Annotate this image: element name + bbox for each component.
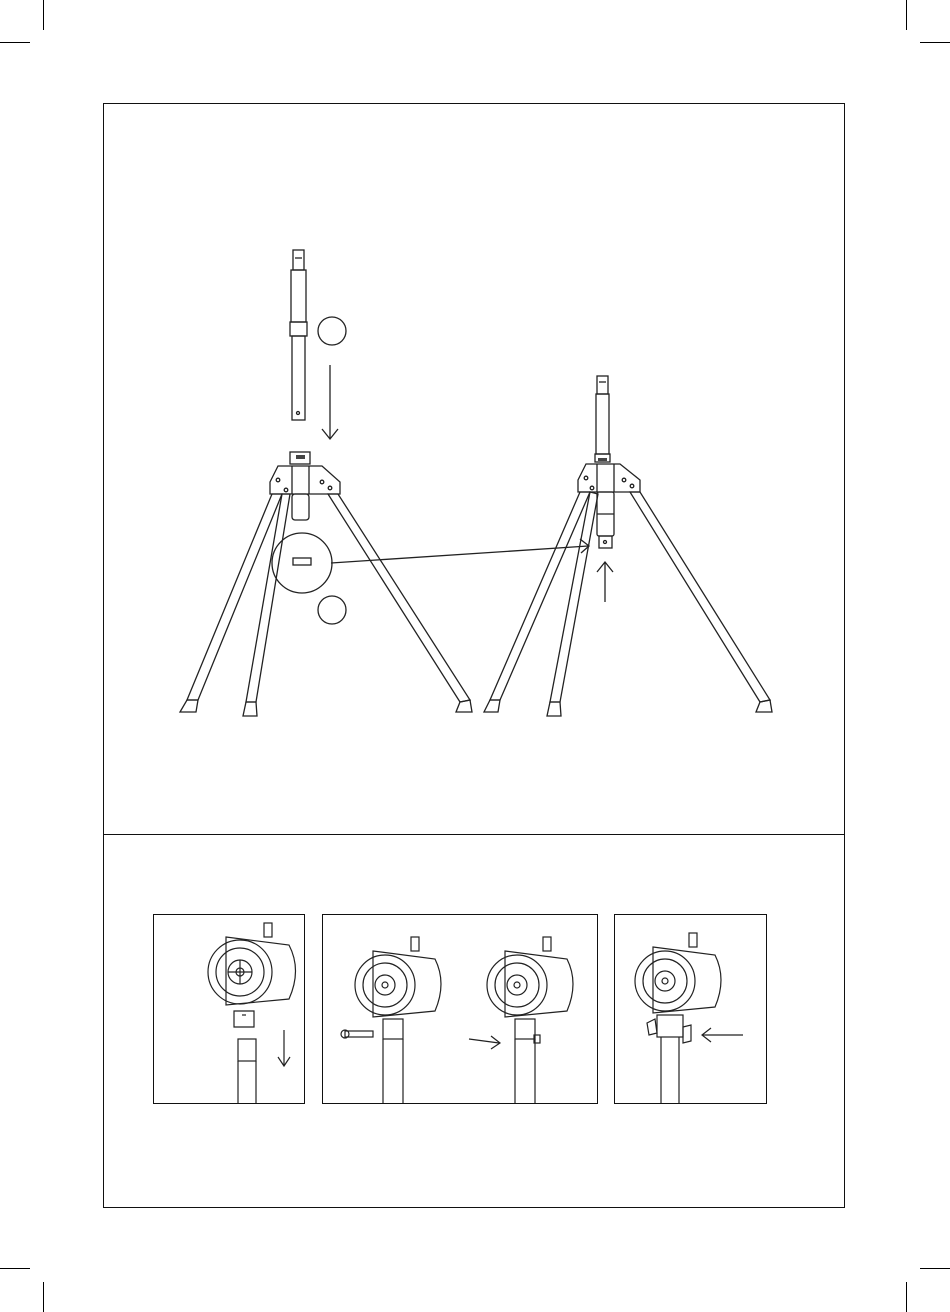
tripod-left bbox=[180, 452, 472, 716]
step-marker-1 bbox=[318, 317, 346, 345]
crop-mark-br-v bbox=[906, 1282, 907, 1312]
down-arrow-icon bbox=[322, 365, 338, 439]
heater-mount-panel-3 bbox=[614, 914, 767, 1104]
heater-mount-panel-2 bbox=[322, 914, 598, 1104]
heater-knob-illustration bbox=[615, 915, 766, 1103]
step-marker-2 bbox=[318, 596, 346, 624]
pole-illustration bbox=[290, 250, 307, 420]
crop-mark-br-h bbox=[920, 1268, 950, 1269]
crop-mark-bl-h bbox=[0, 1268, 30, 1269]
crop-mark-bl-v bbox=[43, 1282, 44, 1312]
detail-magnifier bbox=[272, 533, 332, 593]
section-divider bbox=[103, 834, 845, 835]
heater-mount-panel-1 bbox=[153, 914, 305, 1104]
heater-insert-illustration bbox=[154, 915, 304, 1103]
tripod-right bbox=[484, 376, 772, 716]
up-arrow-icon bbox=[597, 562, 613, 602]
heater-pin-illustration bbox=[323, 915, 597, 1103]
